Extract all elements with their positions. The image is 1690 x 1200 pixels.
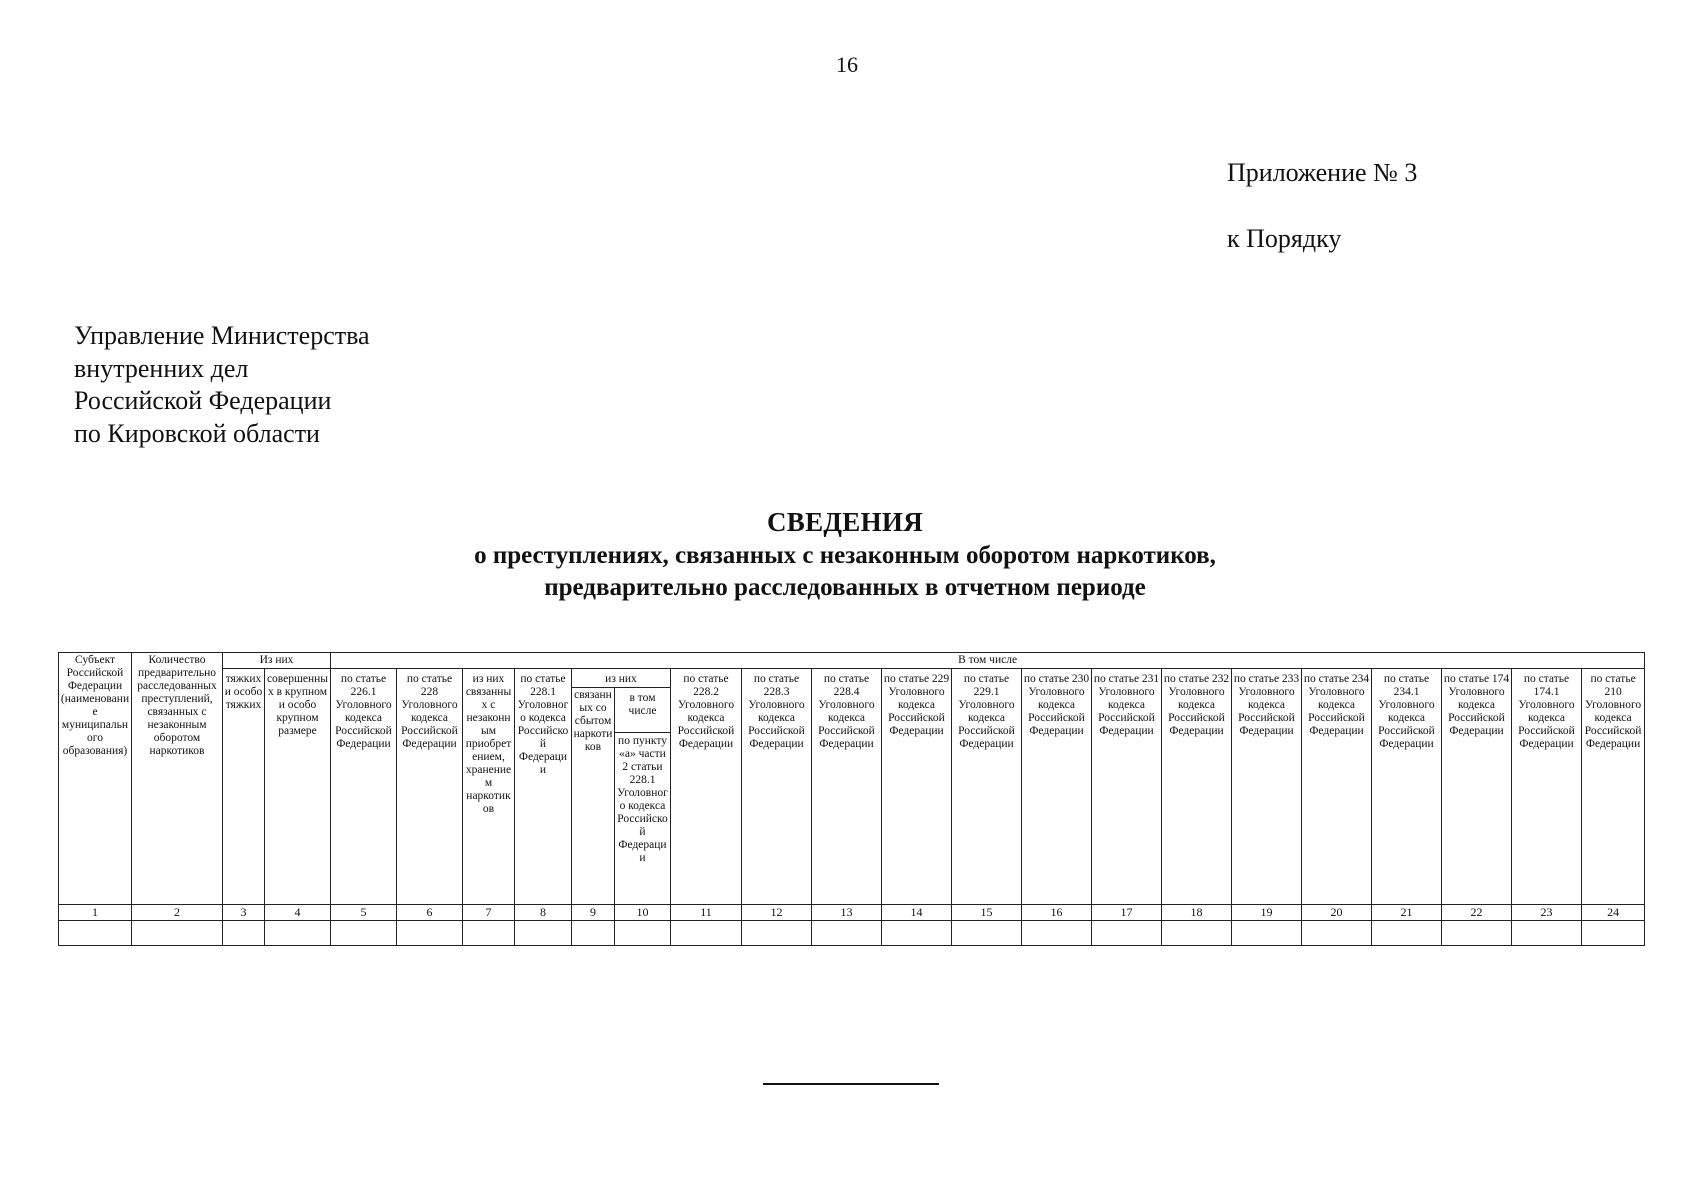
header-col-4: совершенных в крупном и особо крупном размере [265, 669, 331, 905]
table-cell [1512, 920, 1582, 945]
table-row [59, 920, 1645, 945]
header-col-6: по статье 228 Уголовного кодекса Российской Федерации [397, 669, 463, 905]
header-col-9: связанных со сбытом наркотиков [572, 687, 615, 904]
column-number: 2 [132, 904, 223, 920]
table-cell [952, 920, 1022, 945]
column-number: 18 [1162, 904, 1232, 920]
column-number: 15 [952, 904, 1022, 920]
header-col-20: по статье 234 Уголовного кодекса Российской Федерации [1302, 669, 1372, 905]
header-col-22: по статье 174 Уголовного кодекса Российской Федерации [1442, 669, 1512, 905]
column-number: 7 [463, 904, 515, 920]
column-number: 4 [265, 904, 331, 920]
header-group-from-them: Из них [223, 653, 331, 669]
column-number: 21 [1372, 904, 1442, 920]
table-cell [1022, 920, 1092, 945]
appendix-block [1227, 160, 1417, 292]
document-title [0, 504, 1690, 604]
header-col-8: по статье 228.1 Уголовного кодекса Российской Федерации [515, 669, 572, 905]
issuer-line: Управление Министерства [74, 321, 370, 350]
column-number: 22 [1442, 904, 1512, 920]
column-number: 17 [1092, 904, 1162, 920]
header-col-2: Количество предварительно расследованных преступлений, связанных с незаконным оборотом наркотиков [132, 653, 223, 905]
header-group-of-them: из них [572, 669, 671, 688]
table-cell [331, 920, 397, 945]
header-col-18: по статье 232 Уголовного кодекса Российской Федерации [1162, 669, 1232, 905]
header-col-15: по статье 229.1 Уголовного кодекса Российской Федерации [952, 669, 1022, 905]
column-number: 5 [331, 904, 397, 920]
appendix-number: Приложение № 3 [1227, 158, 1418, 187]
header-col-1: Субъект Российской Федерации (наименование муниципального образования) [59, 653, 132, 905]
issuer-line: по Кировской области [74, 418, 320, 448]
column-number-row [59, 904, 1645, 920]
column-number: 6 [397, 904, 463, 920]
header-col-24: по статье 210 Уголовного кодекса Российской Федерации [1582, 669, 1645, 905]
column-number: 23 [1512, 904, 1582, 920]
header-col-21: по статье 234.1 Уголовного кодекса Российской Федерации [1372, 669, 1442, 905]
table-cell [882, 920, 952, 945]
title-subtitle-line: предварительно расследованных в отчетном периоде [544, 574, 1146, 601]
column-number: 20 [1302, 904, 1372, 920]
table-cell [223, 920, 265, 945]
table-cell [132, 920, 223, 945]
report-table [58, 652, 1645, 946]
header-col-13: по статье 228.4 Уголовного кодекса Российской Федерации [812, 669, 882, 905]
title-main: СВЕДЕНИЯ [766, 507, 923, 537]
table-cell [1372, 920, 1442, 945]
table-cell [1302, 920, 1372, 945]
title-subtitle-line: о преступлениях, связанных с незаконным оборотом наркотиков, [474, 542, 1216, 569]
table-cell [812, 920, 882, 945]
table-cell [265, 920, 331, 945]
page-number: 16 [836, 52, 858, 77]
header-col-17: по статье 231 Уголовного кодекса Российской Федерации [1092, 669, 1162, 905]
table-cell [1162, 920, 1232, 945]
table-cell [615, 920, 671, 945]
column-number: 14 [882, 904, 952, 920]
column-number: 1 [59, 904, 132, 920]
column-number: 3 [223, 904, 265, 920]
table-cell [1442, 920, 1512, 945]
header-col-10 [615, 687, 671, 904]
header-col-23: по статье 174.1 Уголовного кодекса Российской Федерации [1512, 669, 1582, 905]
column-number: 13 [812, 904, 882, 920]
table-cell [1232, 920, 1302, 945]
appendix-reference: к Порядку [1227, 224, 1342, 253]
table-cell [671, 920, 742, 945]
column-number: 9 [572, 904, 615, 920]
header-col-5: по статье 226.1 Уголовного кодекса Российской Федерации [331, 669, 397, 905]
issuer-block [74, 320, 370, 450]
header-col-16: по статье 230 Уголовного кодекса Российской Федерации [1022, 669, 1092, 905]
header-col-7: из них связанных с незаконным приобретением, хранением наркотиков [463, 669, 515, 905]
header-col-14: по статье 229 Уголовного кодекса Российской Федерации [882, 669, 952, 905]
header-col-11: по статье 228.2 Уголовного кодекса Российской Федерации [671, 669, 742, 905]
header-col-10-bottom: по пункту «а» части 2 статьи 228.1 Уголовного кодекса Российской Федерации [617, 734, 668, 864]
header-col-10-top: в том числе [615, 688, 670, 733]
column-number: 11 [671, 904, 742, 920]
table-cell [1092, 920, 1162, 945]
header-col-3: тяжких и особо тяжких [223, 669, 265, 905]
header-group-including: В том числе [331, 653, 1645, 669]
column-number: 10 [615, 904, 671, 920]
column-number: 24 [1582, 904, 1645, 920]
header-col-12: по статье 228.3 Уголовного кодекса Российской Федерации [742, 669, 812, 905]
table-cell [463, 920, 515, 945]
issuer-line: внутренних дел [74, 353, 249, 383]
table-cell [572, 920, 615, 945]
column-number: 16 [1022, 904, 1092, 920]
table-cell [515, 920, 572, 945]
table-cell [742, 920, 812, 945]
column-number: 8 [515, 904, 572, 920]
table-cell [59, 920, 132, 945]
column-number: 12 [742, 904, 812, 920]
issuer-line: Российской Федерации [74, 386, 332, 415]
footer-rule [763, 1083, 939, 1085]
table-cell [397, 920, 463, 945]
header-col-19: по статье 233 Уголовного кодекса Российской Федерации [1232, 669, 1302, 905]
table-cell [1582, 920, 1645, 945]
column-number: 19 [1232, 904, 1302, 920]
